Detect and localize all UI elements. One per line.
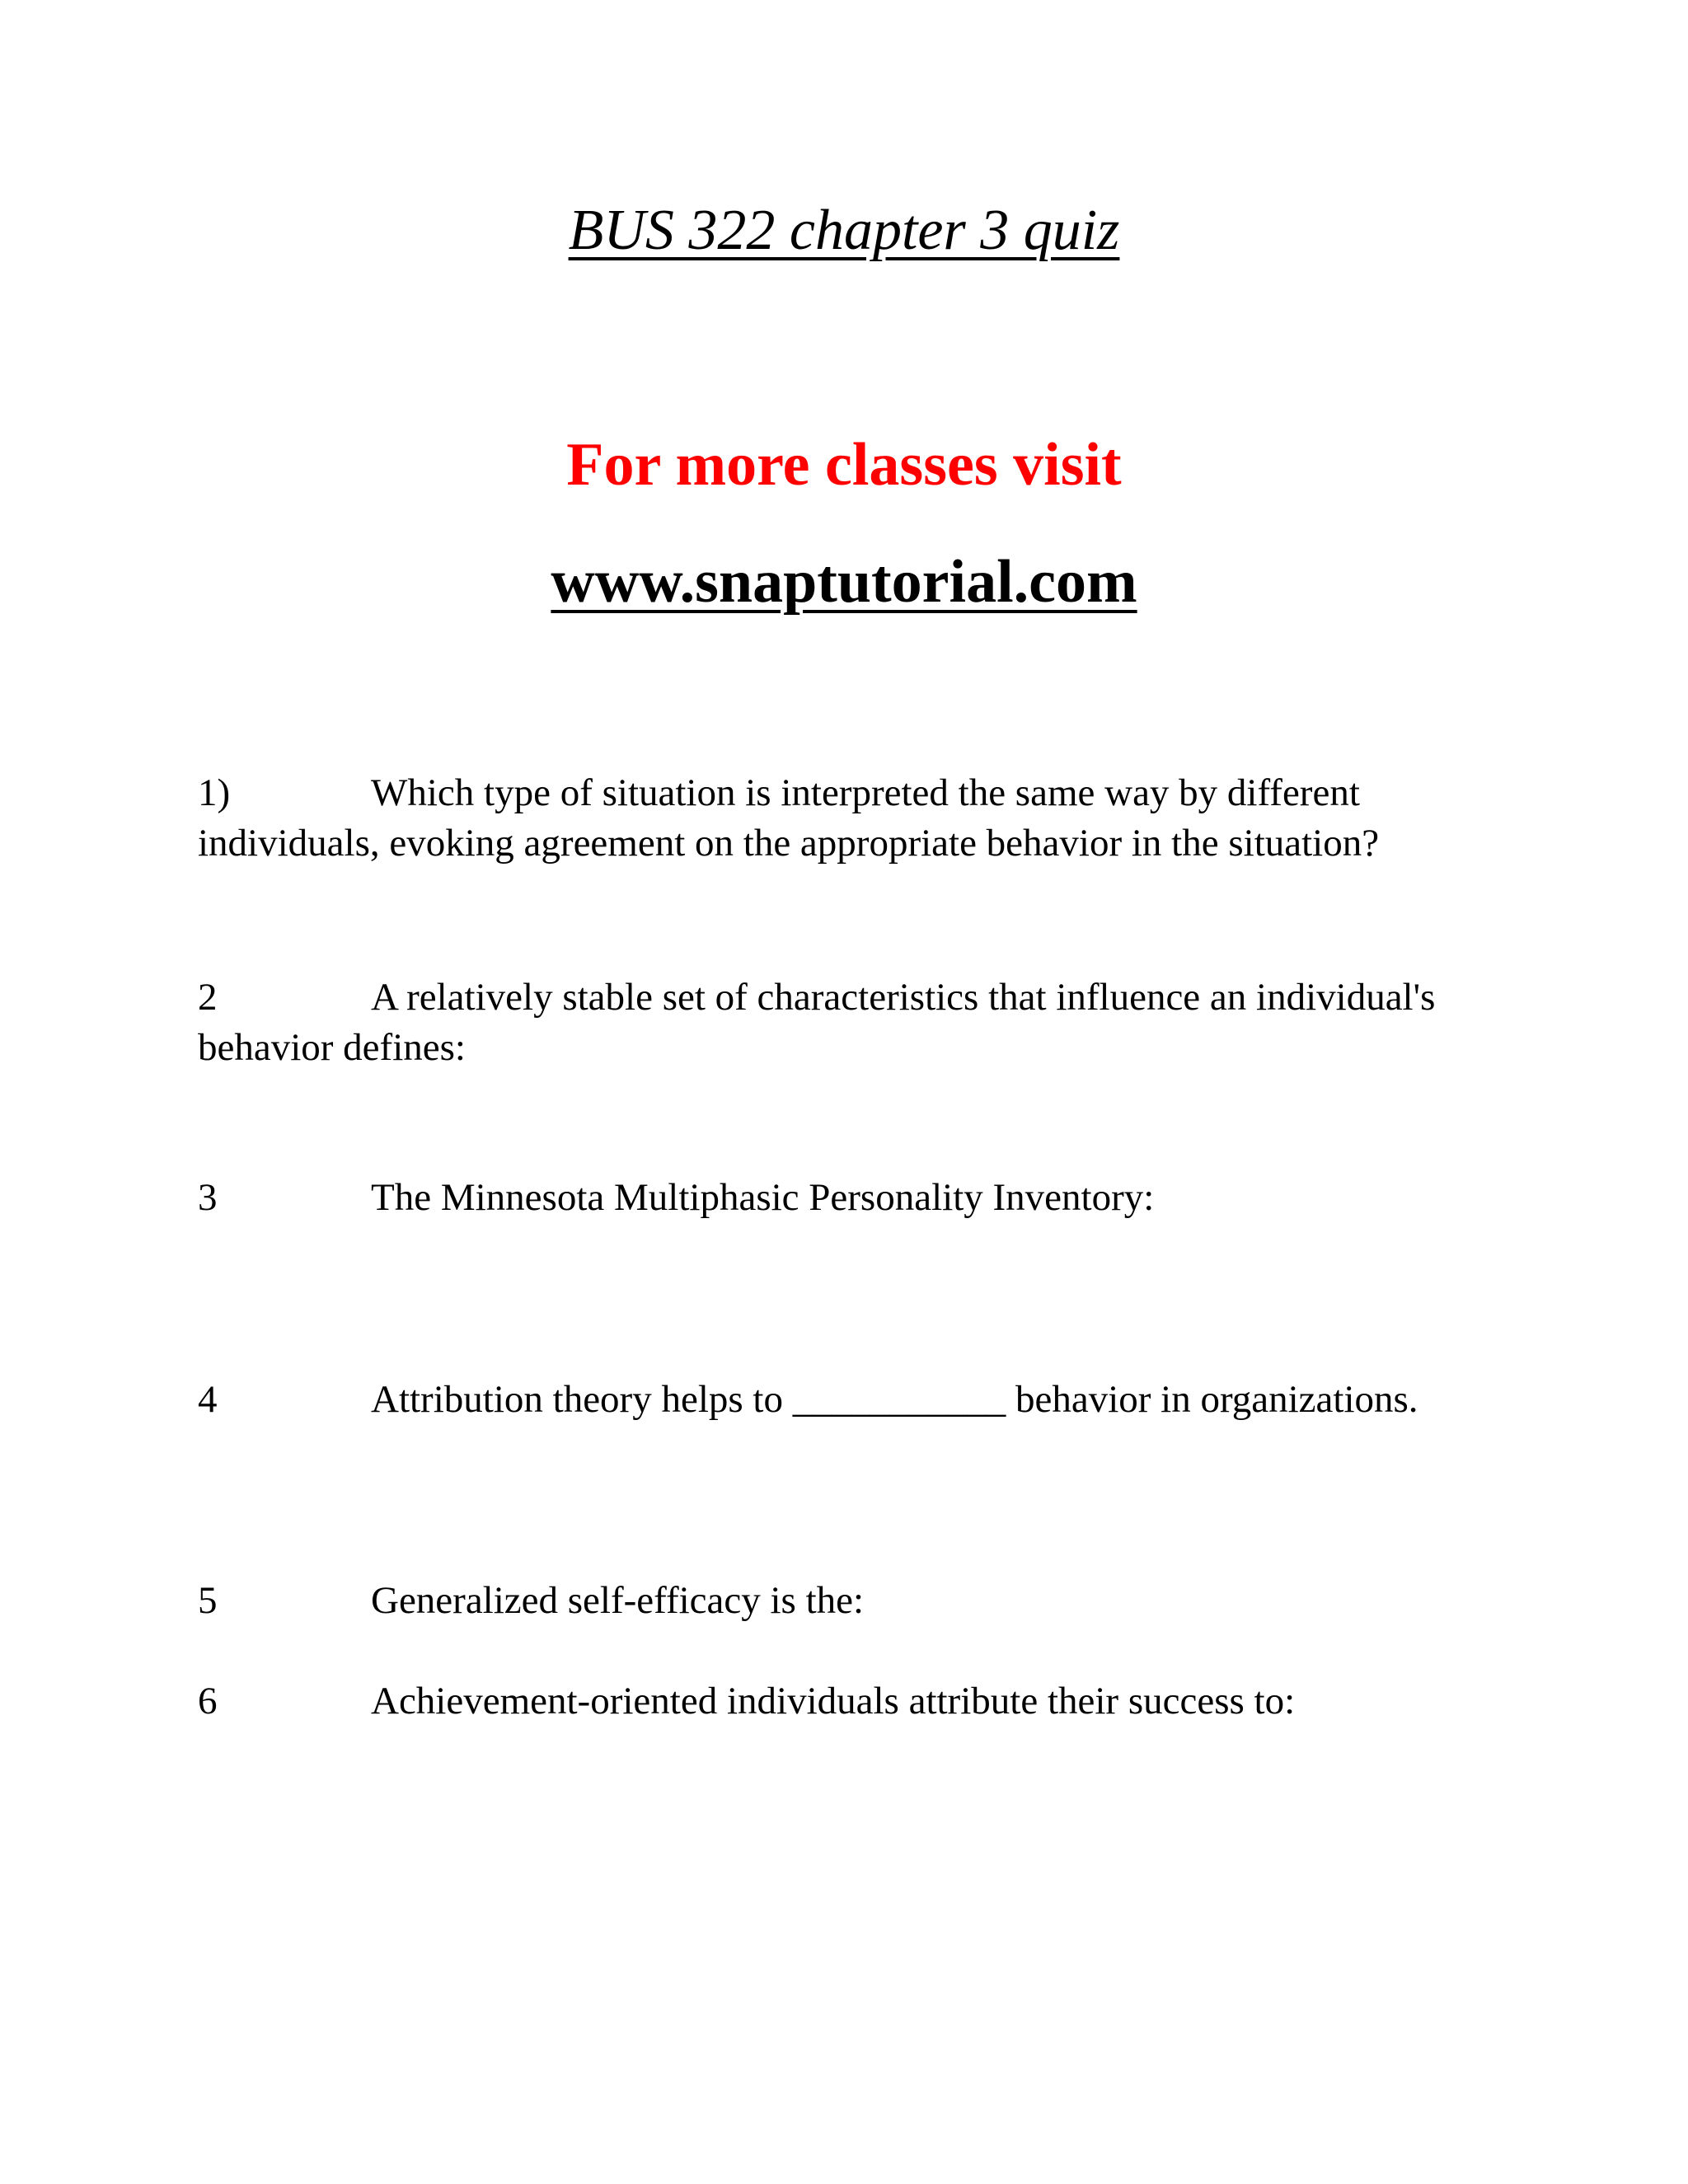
question-text: A relatively stable set of characteristics that influence an individual's behavior defines: xyxy=(198,976,1436,1069)
question-3 xyxy=(198,1173,1467,1223)
question-text: Attribution theory helps to ___________ behavior in organizations. xyxy=(371,1378,1418,1421)
question-text: The Minnesota Multiphasic Personality Inventory: xyxy=(371,1176,1155,1219)
question-number: 2 xyxy=(198,976,218,1019)
question-4 xyxy=(198,1375,1467,1425)
question-number: 5 xyxy=(198,1579,218,1622)
question-number: 4 xyxy=(198,1378,218,1421)
question-2 xyxy=(198,972,1467,1073)
question-text: Achievement-oriented individuals attribute their success to: xyxy=(371,1680,1296,1722)
website-link[interactable]: www.snaptutorial.com xyxy=(551,548,1137,616)
question-number: 6 xyxy=(198,1680,218,1722)
question-5 xyxy=(198,1576,1467,1626)
question-6 xyxy=(198,1676,1467,1727)
question-1 xyxy=(198,768,1467,869)
question-number: 1) xyxy=(198,771,231,814)
promo-text: For more classes visit xyxy=(566,431,1122,499)
question-text: Which type of situation is interpreted the same way by different individuals, evoking agreement on the appropriate behavior in the situation? xyxy=(198,771,1380,865)
document-title: BUS 322 chapter 3 quiz xyxy=(568,199,1120,262)
question-number: 3 xyxy=(198,1176,218,1219)
question-text: Generalized self-efficacy is the: xyxy=(371,1579,865,1622)
